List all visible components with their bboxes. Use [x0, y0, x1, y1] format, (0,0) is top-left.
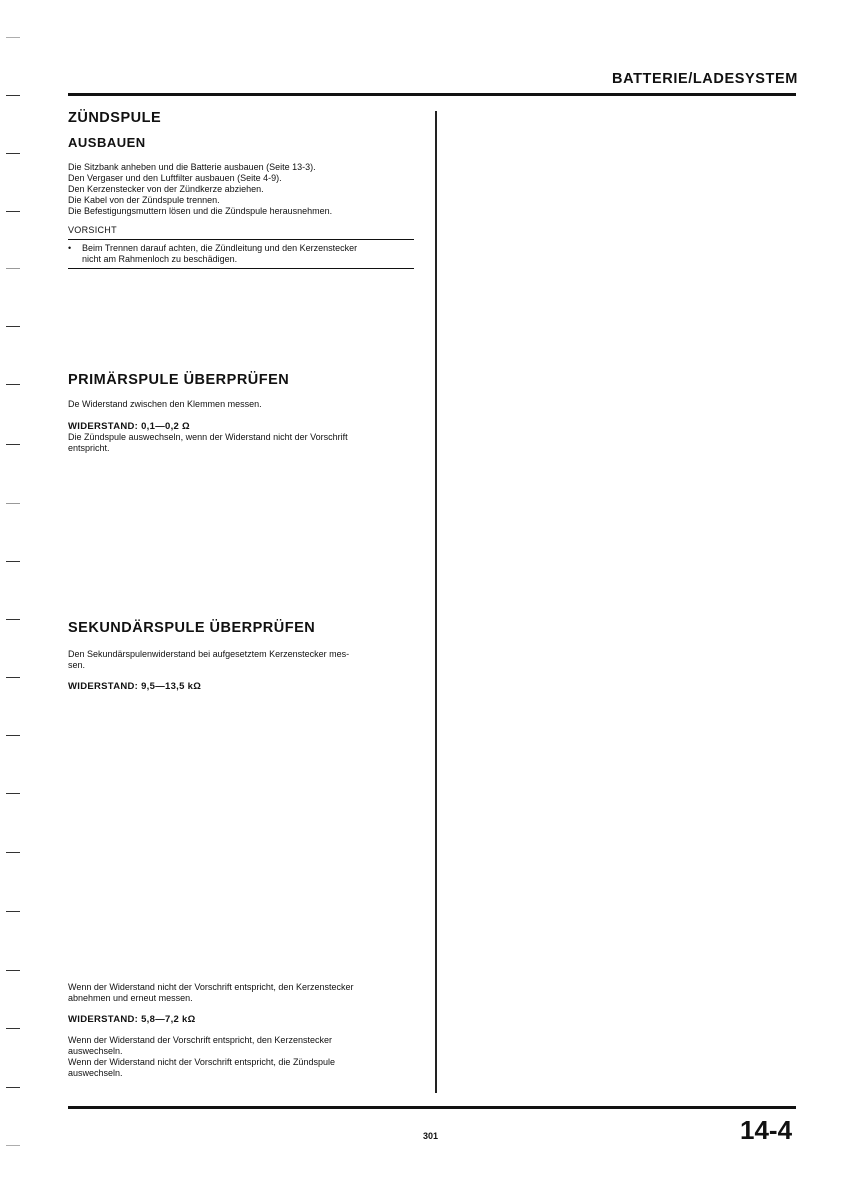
bullet-icon: • [68, 243, 72, 253]
resistance-spec: WIDERSTAND: 5,8—7,2 kΩ [68, 1014, 196, 1025]
section-ignition-coil [68, 110, 414, 269]
caution-item: • Beim Trennen darauf achten, die Zündleitung und den Kerzenstecker nicht am Rahmenloch zu beschädigen. [68, 243, 358, 264]
page-number: 301 [423, 1131, 439, 1141]
step-item: Den Vergaser und den Luftfilter ausbauen (Seite 4-9). [68, 173, 282, 183]
header-rule [68, 93, 796, 96]
column-divider [435, 111, 437, 1093]
followup-block: Wenn der Widerstand nicht der Vorschrift entspricht, den Kerzenstecker abnehmen und erneut messen. WIDERSTAND: 5,8—7,2 kΩ Wenn der Widerstand der Vorschrift entspricht, den Kerzenstecker auswechseln. Wenn der Widerstand nicht der Vorschrift entspricht, die Zündspule auswechseln. [68, 982, 414, 1079]
caution-label: VORSICHT [68, 225, 117, 235]
section-number: 14-4 [740, 1115, 793, 1145]
section-primary-coil [68, 372, 414, 454]
body-text: Die Zündspule auswechseln, wenn der Widerstand nicht der Vorschrift [68, 432, 348, 442]
body-text: Den Sekundärspulenwiderstand bei aufgesetztem Kerzenstecker mes- sen. [68, 649, 350, 670]
resistance-spec: WIDERSTAND: 0,1—0,2 Ω [68, 421, 190, 432]
step-item: Den Kerzenstecker von der Zündkerze abziehen. [68, 184, 264, 194]
footer-rule [68, 1106, 796, 1109]
left-column [68, 110, 414, 1078]
section-secondary-coil [68, 620, 414, 1078]
body-text: De Widerstand zwischen den Klemmen messen. [68, 399, 262, 409]
step-item: Die Sitzbank anheben und die Batterie ausbauen (Seite 13-3). [68, 162, 316, 172]
section-title: SEKUNDÄRSPULE ÜBERPRÜFEN [68, 620, 316, 636]
header-title: BATTERIE/LADESYSTEM [612, 71, 798, 87]
caution-box [68, 239, 414, 269]
body-text: entspricht. [68, 443, 110, 453]
body-text: Wenn der Widerstand der Vorschrift entspricht, den Kerzenstecker auswechseln. Wenn der Widerstand nicht der Vorschrift entspricht, die Zündspule auswechseln. [68, 1035, 335, 1078]
section-title: ZÜNDSPULE [68, 110, 162, 126]
step-item: Die Befestigungsmuttern lösen und die Zündspule herausnehmen. [68, 206, 333, 216]
section-title: PRIMÄRSPULE ÜBERPRÜFEN [68, 372, 290, 388]
resistance-spec: WIDERSTAND: 9,5—13,5 kΩ [68, 681, 202, 692]
step-list [68, 162, 414, 217]
step-item: Die Kabel von der Zündspule trennen. [68, 195, 220, 205]
section-subtitle: AUSBAUEN [68, 135, 146, 150]
